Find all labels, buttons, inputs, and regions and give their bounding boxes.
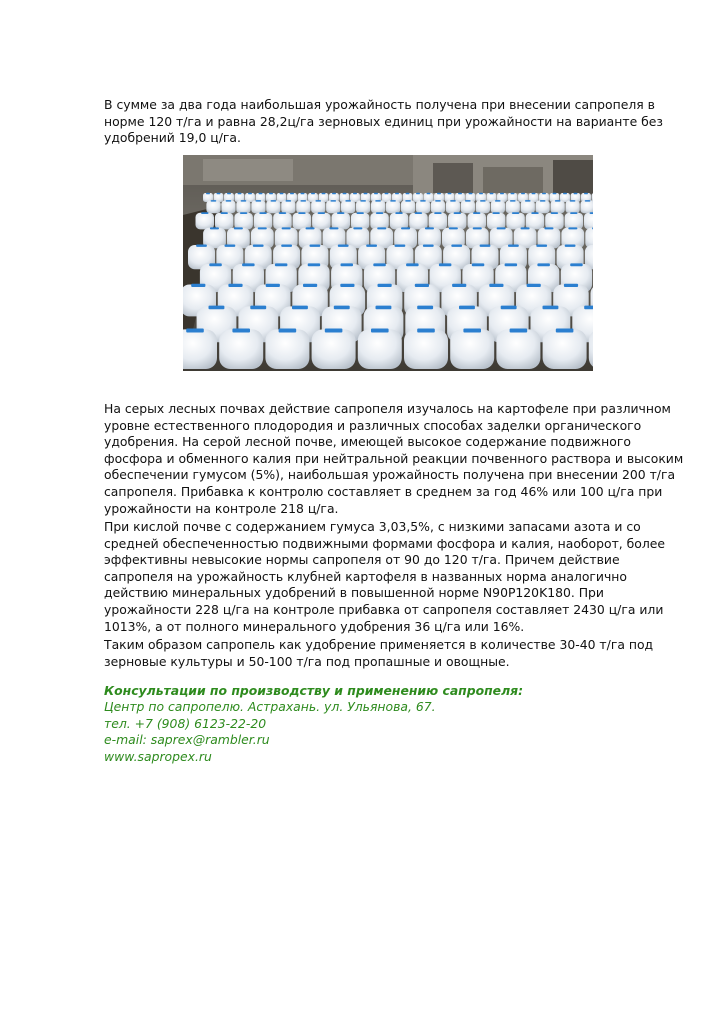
bag-strap <box>427 193 431 195</box>
bulk-bag <box>580 200 593 213</box>
bag-strap <box>564 284 578 287</box>
bag-strap <box>280 193 284 195</box>
bag-strap <box>415 212 422 214</box>
bag-strap <box>209 306 225 310</box>
bulk-bag <box>526 213 545 230</box>
bag-strap <box>480 245 491 247</box>
bag-strap <box>459 306 475 310</box>
bulk-bag <box>312 329 356 369</box>
contact-address: Центр по сапропелю. Астрахань. ул. Ульянова, 67. <box>104 699 436 715</box>
bag-strap <box>322 193 326 195</box>
bag-strap <box>225 245 236 247</box>
bulk-bag <box>545 213 564 230</box>
paragraph-acidic-soil <box>104 519 674 635</box>
bag-strap <box>377 227 386 229</box>
bag-strap <box>434 212 441 214</box>
bag-strap <box>234 227 243 229</box>
bag-strap <box>473 212 480 214</box>
bag-strap <box>553 193 557 195</box>
bag-strap <box>469 193 473 195</box>
bag-strap <box>376 212 383 214</box>
bag-strap <box>423 245 434 247</box>
bulk-bag <box>234 213 253 230</box>
bag-strap <box>450 200 456 202</box>
bag-strap <box>570 263 583 266</box>
bulk-bag <box>386 200 400 213</box>
bag-strap <box>378 284 392 287</box>
bag-strap <box>329 227 338 229</box>
bag-strap <box>521 193 525 195</box>
text-line: норме 120 т/га и равна 28,2ц/га зерновых единиц при урожайности на варианте без <box>104 113 664 129</box>
bag-strap <box>364 193 368 195</box>
bag-strap <box>385 193 389 195</box>
bulk-bag <box>219 329 263 369</box>
bulk-bag <box>416 200 430 213</box>
bag-strap <box>298 212 305 214</box>
bag-strap <box>395 212 402 214</box>
bag-strap <box>497 227 506 229</box>
bag-strap <box>425 227 434 229</box>
bag-strap <box>226 200 232 202</box>
bag-strap <box>536 245 547 247</box>
bag-strap <box>228 284 242 287</box>
bag-strap <box>401 227 410 229</box>
bag-strap <box>279 329 297 333</box>
bag-strap <box>259 193 263 195</box>
bag-strap <box>570 200 576 202</box>
bag-strap <box>505 263 517 266</box>
contact-phone: тел. +7 (908) 6123-22-20 <box>104 715 267 731</box>
bag-strap <box>259 212 266 214</box>
bag-strap <box>334 306 350 310</box>
bag-strap <box>345 200 351 202</box>
text-line: сапропеля на урожайность клубней картофеля в названных норма аналогично <box>104 568 627 584</box>
bulk-bag <box>221 200 235 213</box>
text-line: действию минеральных удобрений в повышенной норме N90P120K180. При <box>104 585 604 601</box>
sapropel-bags-photo <box>183 155 593 371</box>
bag-strap <box>357 212 364 214</box>
bag-strap <box>266 284 280 287</box>
bulk-bag <box>206 200 220 213</box>
bag-strap <box>282 227 291 229</box>
text-line: 1013%, а от полного минерального удобрения 36 ц/га или 16%. <box>104 618 525 634</box>
bag-strap <box>437 193 441 195</box>
bag-strap <box>338 245 349 247</box>
bag-strap <box>458 193 462 195</box>
bulk-bag <box>183 329 217 369</box>
bulk-bag <box>551 200 565 213</box>
bag-strap <box>473 227 482 229</box>
text-line: На серых лесных почвах действие сапропеля изучалось на картофеле при различном <box>104 401 671 416</box>
bulk-bag <box>358 329 402 369</box>
bulk-bag <box>487 213 506 230</box>
bag-strap <box>479 193 483 195</box>
bag-strap <box>248 193 252 195</box>
bulk-bag <box>390 213 409 230</box>
bag-strap <box>448 193 452 195</box>
bag-strap <box>501 306 517 310</box>
bulk-bag <box>491 200 505 213</box>
bulk-bag <box>429 213 448 230</box>
bag-strap <box>406 193 410 195</box>
bag-strap <box>303 284 317 287</box>
bag-strap <box>510 200 516 202</box>
text-line: урожайности 228 ц/га на контроле прибавка от сапропеля составляет 2430 ц/га или <box>104 601 664 617</box>
bulk-bag <box>356 200 370 213</box>
text-line: В сумме за два года наибольшая урожайность получена при внесении сапропеля в <box>104 97 655 112</box>
bulk-bag <box>251 200 265 213</box>
bag-strap <box>269 193 273 195</box>
bag-strap <box>510 329 528 333</box>
bulk-bag <box>468 213 487 230</box>
bulk-bag <box>448 213 467 230</box>
contact-email-link[interactable]: e-mail: saprex@rambler.ru <box>104 732 270 748</box>
bag-strap <box>206 193 210 195</box>
bag-strap <box>511 193 515 195</box>
bag-strap <box>258 227 267 229</box>
bag-strap <box>340 284 354 287</box>
bag-strap <box>240 212 247 214</box>
bulk-bag <box>404 329 448 369</box>
bag-strap <box>253 245 264 247</box>
bulk-bag <box>566 200 580 213</box>
text-line: При кислой почве с содержанием гумуса 3,03,5%, с низкими запасами азота и со <box>104 519 641 534</box>
bag-strap <box>371 329 389 333</box>
bulk-bag <box>254 213 272 230</box>
bag-strap <box>232 329 250 333</box>
bulk-bag <box>536 200 550 213</box>
bag-strap <box>366 245 377 247</box>
bulk-bag <box>461 200 475 213</box>
bag-strap <box>542 193 546 195</box>
paragraph-grain-yield <box>104 97 674 147</box>
bulk-bag <box>215 213 234 230</box>
bag-strap <box>186 329 204 333</box>
bag-strap <box>416 193 420 195</box>
text-line: обеспечении гумусом (5%), наибольшая урожайность получена при внесении 200 т/га <box>104 467 676 483</box>
bag-strap <box>210 227 219 229</box>
bulk-bag <box>370 213 389 230</box>
bag-strap <box>201 212 208 214</box>
bag-strap <box>242 263 255 266</box>
bag-strap <box>563 193 567 195</box>
bag-strap <box>311 193 315 195</box>
bag-strap <box>495 200 501 202</box>
bag-strap <box>337 212 344 214</box>
bag-strap <box>310 245 321 247</box>
text-line: фосфора и обменного калия при нейтральной реакции почвенного раствора и высоким <box>104 450 684 466</box>
bag-strap <box>209 263 222 266</box>
bulk-bag <box>266 200 280 213</box>
bag-strap <box>286 200 292 202</box>
bulk-bag <box>521 200 535 213</box>
bag-strap <box>390 200 396 202</box>
bag-strap <box>292 306 308 310</box>
bag-strap <box>565 245 576 247</box>
bag-strap <box>463 329 481 333</box>
bag-strap <box>318 212 325 214</box>
bag-strap <box>574 193 578 195</box>
bag-strap <box>521 227 530 229</box>
bag-strap <box>417 306 433 310</box>
bulk-bag <box>293 213 312 230</box>
bulk-bag <box>584 213 593 230</box>
text-line: урожайности на контроле 218 ц/га. <box>104 500 339 516</box>
bag-strap <box>490 193 494 195</box>
bag-strap <box>395 193 399 195</box>
bulk-bag <box>401 200 415 213</box>
bag-strap <box>250 306 266 310</box>
bag-strap <box>555 200 561 202</box>
bag-strap <box>306 227 315 229</box>
bag-strap <box>211 200 217 202</box>
bag-strap <box>271 200 277 202</box>
bag-strap <box>221 212 228 214</box>
bag-strap <box>374 193 378 195</box>
bulk-bag <box>265 329 309 369</box>
bulk-bag <box>296 200 310 213</box>
bulk-bag <box>565 213 584 230</box>
bulk-bag <box>281 200 295 213</box>
bag-strap <box>238 193 242 195</box>
bag-strap <box>584 306 593 310</box>
bulk-bag <box>496 329 540 369</box>
bulk-bag <box>312 213 331 230</box>
bag-strap <box>315 200 321 202</box>
bag-strap <box>406 263 419 266</box>
bag-strap <box>584 193 588 195</box>
bulk-bag <box>506 213 525 230</box>
bag-strap <box>301 193 305 195</box>
bag-strap <box>353 193 357 195</box>
bulk-bag <box>476 200 490 213</box>
bulk-bag <box>351 213 370 230</box>
text-line: удобрения. На серой лесной почве, имеющей высокое содержание подвижного <box>104 434 631 450</box>
bag-strap <box>537 263 550 266</box>
bag-strap <box>415 284 429 287</box>
bulk-bag <box>326 200 340 213</box>
bag-strap <box>217 193 221 195</box>
bag-strap <box>332 193 336 195</box>
bag-strap <box>256 200 262 202</box>
bulk-bag <box>341 200 355 213</box>
contact-website-link[interactable]: www.sapropex.ru <box>104 748 212 764</box>
contact-block <box>104 683 523 765</box>
bag-strap <box>241 200 247 202</box>
bulk-bag <box>506 200 520 213</box>
bag-strap <box>395 245 406 247</box>
bulk-bag <box>371 200 385 213</box>
bag-strap <box>290 193 294 195</box>
bag-strap <box>275 263 288 266</box>
bulk-bag <box>450 329 494 369</box>
bag-strap <box>300 200 306 202</box>
text-line: Таким образом сапропель как удобрение применяется в количестве 30-40 т/га под <box>104 637 654 652</box>
bag-strap <box>544 227 553 229</box>
bulk-bag <box>543 329 587 369</box>
bag-strap <box>325 329 343 333</box>
bag-strap <box>512 212 519 214</box>
bag-strap <box>308 263 321 266</box>
bag-strap <box>439 263 452 266</box>
bulk-bag <box>409 213 428 230</box>
bag-strap <box>279 212 286 214</box>
bag-strap <box>360 200 366 202</box>
bulk-bag <box>311 200 325 213</box>
bag-strap <box>570 212 577 214</box>
bag-strap <box>551 212 558 214</box>
bag-strap <box>341 263 354 266</box>
bag-strap <box>531 212 538 214</box>
bag-strap <box>532 193 536 195</box>
bag-strap <box>227 193 231 195</box>
bag-strap <box>449 227 458 229</box>
paragraph-grey-forest-soil <box>104 401 684 517</box>
bag-strap <box>330 200 336 202</box>
bag-strap <box>590 212 593 214</box>
text-line: зерновые культуры и 50-100 т/га под пропашные и овощные. <box>104 653 510 669</box>
bulk-bag <box>273 213 292 230</box>
bag-strap <box>281 245 292 247</box>
bag-strap <box>540 200 546 202</box>
bag-strap <box>556 329 574 333</box>
bag-strap <box>373 263 386 266</box>
bag-strap <box>465 200 471 202</box>
bag-strap <box>492 212 499 214</box>
bag-strap <box>375 200 381 202</box>
bag-strap <box>568 227 577 229</box>
bag-strap <box>500 193 504 195</box>
paragraph-conclusion <box>104 637 674 670</box>
bag-strap <box>353 227 362 229</box>
bag-strap <box>405 200 411 202</box>
bag-strap <box>527 284 541 287</box>
bag-strap <box>420 200 426 202</box>
bag-strap <box>454 212 461 214</box>
text-line: уровне естественного плодородия и различных способах заделки органического <box>104 417 642 433</box>
bag-strap <box>508 245 519 247</box>
bulk-bag <box>332 213 351 230</box>
text-line: сапропеля. Прибавка к контролю составляет в среднем за год 46% или 100 ц/га при <box>104 483 663 499</box>
bulk-bag <box>431 200 445 213</box>
text-line: средней обеспеченностью подвижными формами фосфора и калия, наоборот, более <box>104 535 666 551</box>
bag-strap <box>417 329 435 333</box>
text-line: удобрений 19,0 ц/га. <box>104 130 241 146</box>
text-line: эффективны невысокие нормы сапропеля от 90 до 120 т/га. Причем действие <box>104 552 620 568</box>
bag-strap <box>191 284 205 287</box>
bag-strap <box>343 193 347 195</box>
bulk-bag <box>446 200 460 213</box>
contact-heading: Консультации по производству и применению сапропеля: <box>104 683 524 698</box>
bag-strap <box>472 263 485 266</box>
bag-strap <box>452 284 466 287</box>
bags-group <box>183 193 593 369</box>
bag-strap <box>376 306 392 310</box>
bulk-bag <box>196 213 215 230</box>
bag-strap <box>435 200 441 202</box>
bag-strap <box>525 200 531 202</box>
bulk-bag <box>236 200 250 213</box>
bag-strap <box>543 306 559 310</box>
bag-strap <box>480 200 486 202</box>
bag-strap <box>451 245 462 247</box>
bag-strap <box>196 245 207 247</box>
bag-strap <box>489 284 503 287</box>
bag-strap <box>585 200 591 202</box>
